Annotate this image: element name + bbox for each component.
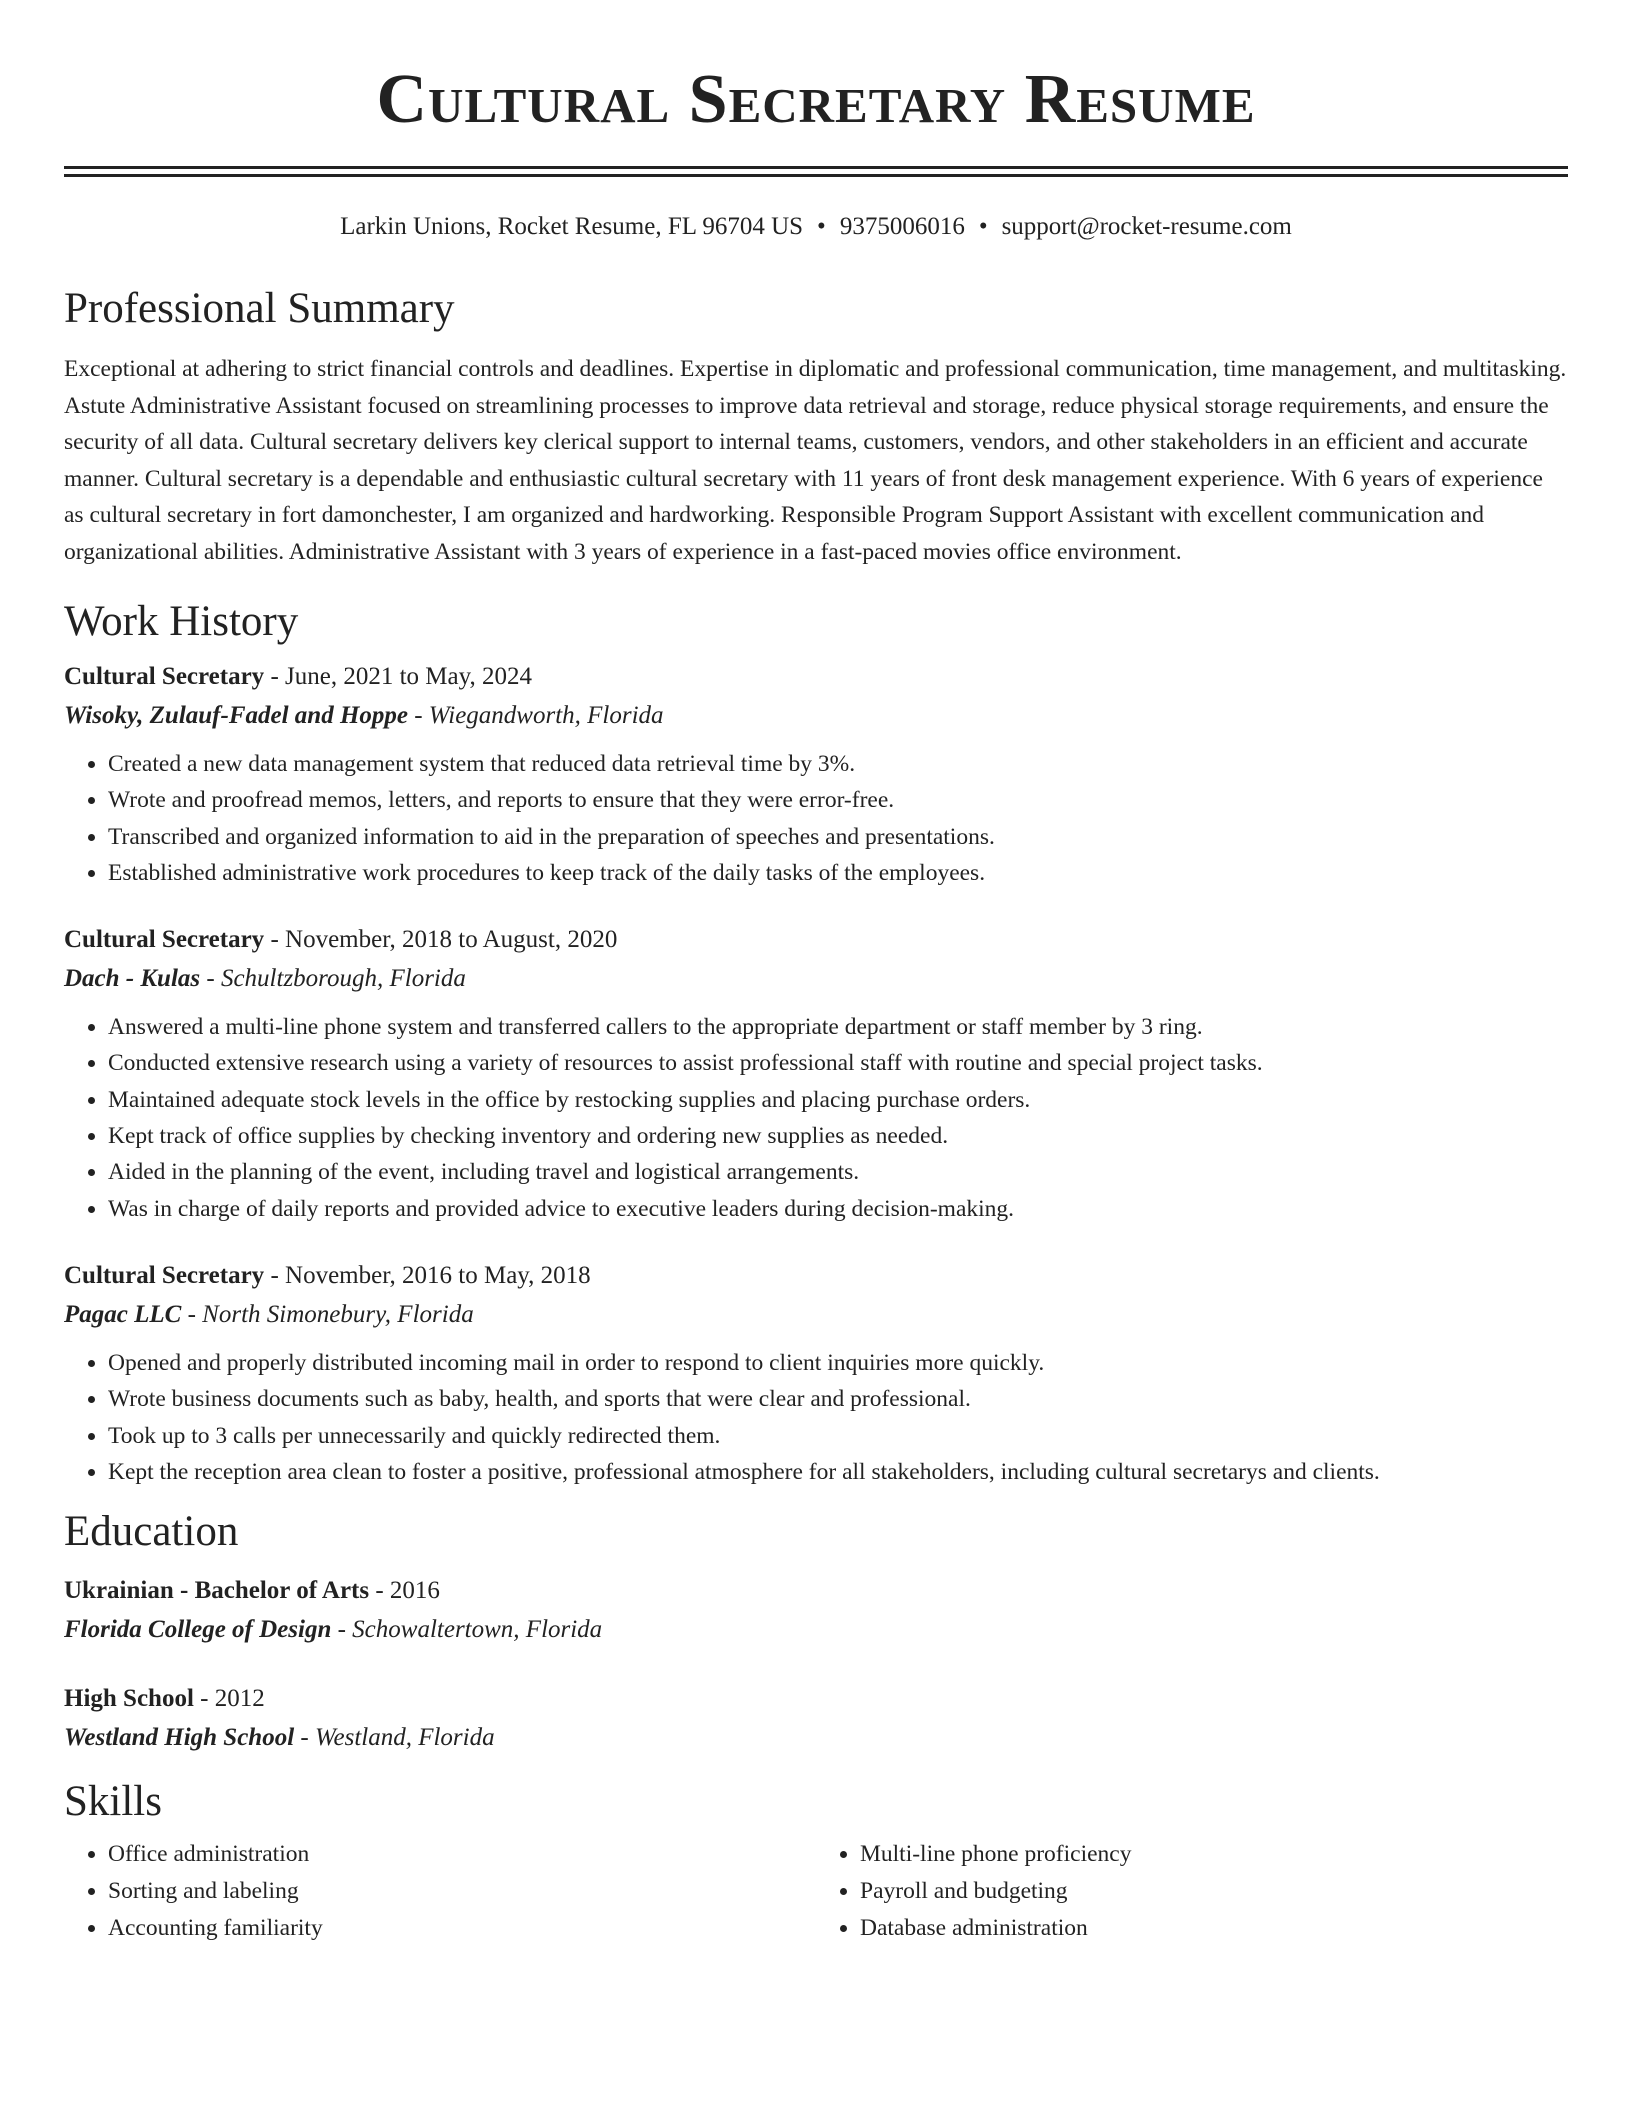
list-item: • Sorting and labeling	[108, 1873, 816, 1910]
list-item: • Took up to 3 calls per unnecessarily and quickly redirected them.	[108, 1418, 1568, 1454]
education-header	[64, 1680, 1568, 1718]
education-location: - Westland, Florida	[294, 1724, 495, 1752]
job-entry	[64, 921, 1568, 1227]
education-degree: High School	[64, 1685, 194, 1713]
skills-heading: Skills	[64, 1778, 162, 1826]
contact-line	[64, 211, 1568, 243]
list-item: • Office administration	[108, 1836, 816, 1873]
work-history-heading: Work History	[64, 598, 299, 645]
contact-email: support@rocket-resume.com	[1001, 213, 1292, 240]
job-location: - North Simonebury, Florida	[181, 1300, 474, 1328]
job-dates: - November, 2018 to August, 2020	[264, 926, 618, 954]
list-item: • Was in charge of daily reports and provided advice to executive leaders during decision-making.	[108, 1191, 1568, 1227]
job-header	[64, 921, 1568, 959]
job-header	[64, 1257, 1568, 1295]
summary-heading: Professional Summary	[64, 285, 455, 332]
list-item: • Payroll and budgeting	[860, 1873, 1568, 1910]
list-item: • Aided in the planning of the event, including travel and logistical arrangements.	[108, 1154, 1568, 1190]
list-item: • Multi-line phone proficiency	[860, 1836, 1568, 1873]
list-item: • Wrote and proofread memos, letters, and reports to ensure that they were error-free.	[108, 782, 1568, 818]
list-item: • Database administration	[860, 1910, 1568, 1947]
job-dates: - November, 2016 to May, 2018	[264, 1261, 591, 1289]
job-company-line	[64, 1295, 1568, 1335]
job-entry	[64, 658, 1568, 891]
education-header	[64, 1572, 1568, 1610]
education-school-line	[64, 1718, 1568, 1758]
job-duties	[64, 746, 1568, 891]
job-role: Cultural Secretary	[64, 663, 265, 690]
job-role: Cultural Secretary	[64, 1261, 265, 1289]
contact-address: Larkin Unions, Rocket Resume, FL 96704 US	[340, 213, 804, 240]
education-year: - 2016	[369, 1577, 440, 1605]
list-item: • Wrote business documents such as baby, health, and sports that were clear and professional.	[108, 1381, 1568, 1417]
job-company: Pagac LLC	[64, 1300, 182, 1328]
education-entry	[64, 1572, 1568, 1650]
job-role: Cultural Secretary	[64, 926, 265, 954]
list-item: • Accounting familiarity	[108, 1910, 816, 1947]
job-company-line	[64, 959, 1568, 999]
job-company-line	[64, 696, 1568, 736]
title-divider	[64, 166, 1568, 177]
list-item: • Kept track of office supplies by checking inventory and ordering new supplies as needed.	[108, 1118, 1568, 1154]
resume-title: Cultural Secretary Resume	[376, 61, 1256, 138]
list-item: • Created a new data management system that reduced data retrieval time by 3%.	[108, 746, 1568, 782]
list-item: • Conducted extensive research using a variety of resources to assist professional staff with routine and special project tasks.	[108, 1045, 1568, 1081]
education-heading: Education	[64, 1508, 239, 1556]
list-item: • Answered a multi-line phone system and transferred callers to the appropriate department or staff member by 3 ring.	[108, 1009, 1568, 1045]
job-dates: - June, 2021 to May, 2024	[264, 663, 532, 690]
education-location: - Schowaltertown, Florida	[331, 1616, 603, 1644]
job-header	[64, 658, 1568, 696]
job-entry	[64, 1257, 1568, 1490]
skills-column-right	[816, 1836, 1568, 1947]
education-school-line	[64, 1610, 1568, 1650]
job-company: Dach - Kulas	[64, 965, 201, 993]
job-company: Wisoky, Zulauf-Fadel and Hoppe	[64, 702, 408, 729]
list-item: • Kept the reception area clean to foster a positive, professional atmosphere for all stakeholders, including cultural secretarys and clients.	[108, 1454, 1568, 1490]
job-location: - Wiegandworth, Florida	[407, 702, 664, 729]
education-year: - 2012	[193, 1685, 265, 1713]
job-duties	[64, 1009, 1568, 1227]
list-item: • Transcribed and organized information to aid in the preparation of speeches and presentations.	[108, 819, 1568, 855]
list-item: • Established administrative work procedures to keep track of the daily tasks of the employees.	[108, 855, 1568, 891]
list-item: • Maintained adequate stock levels in the office by restocking supplies and placing purchase orders.	[108, 1082, 1568, 1118]
contact-separator: •	[978, 213, 988, 240]
contact-separator: •	[817, 213, 826, 240]
education-entry	[64, 1680, 1568, 1758]
skills-list	[64, 1836, 1568, 1947]
contact-phone: 9375006016	[839, 213, 965, 240]
skills-column-left	[64, 1836, 816, 1947]
list-item: • Opened and properly distributed incoming mail in order to respond to client inquiries more quickly.	[108, 1345, 1568, 1381]
job-duties	[64, 1345, 1568, 1490]
summary-text: Exceptional at adhering to strict financial controls and deadlines. Expertise in diplomatic and professional communication, time management, and multitasking. Astute Administrative Assistant focused on streamlining processes to improve data retrieval and storage, reduce physical storage requirements, and ensure the security of all data. Cultural secretary delivers key clerical support to internal teams, customers, vendors, and other stakeholders in an efficient and accurate manner. Cultural secretary is a dependable and enthusiastic cultural secretary with 11 years of front desk management experience. With 6 years of experience as cultural secretary in fort damonchester, I am organized and hardworking. Responsible Program Support Assistant with excellent communication and organizational abilities. Administrative Assistant with 3 years of experience in a fast-paced movies office environment.	[64, 356, 1567, 565]
job-location: - Schultzborough, Florida	[200, 965, 466, 993]
education-school: Westland High School	[64, 1724, 295, 1752]
education-school: Florida College of Design	[64, 1616, 332, 1644]
education-degree: Ukrainian - Bachelor of Arts	[64, 1577, 370, 1605]
